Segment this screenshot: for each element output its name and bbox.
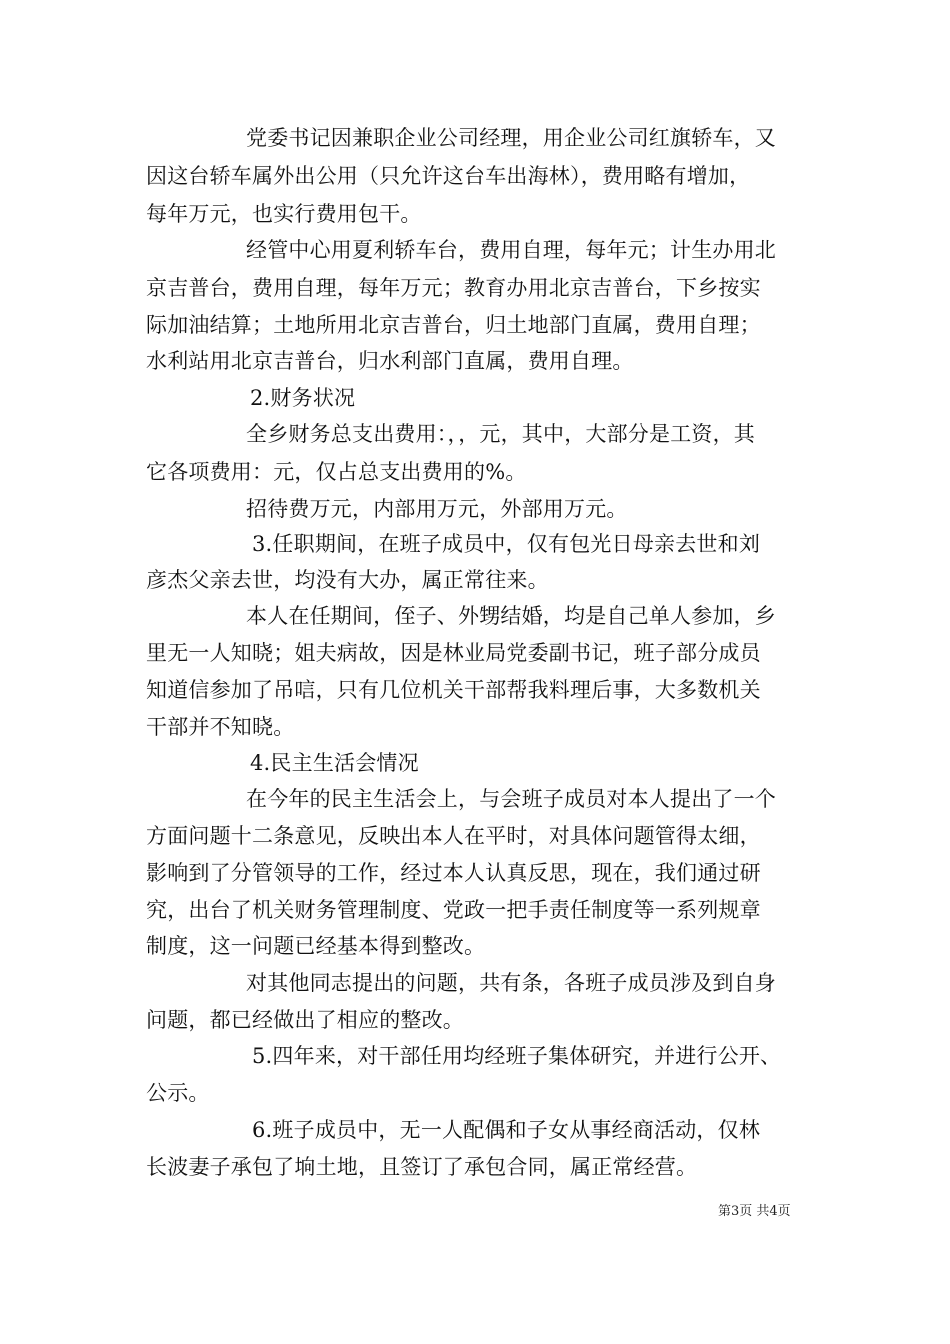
text-line-1: 党委书记因兼职企业公司经理，用企业公司红旗轿车，又 [246, 126, 776, 150]
text-line-3: 每年万元，也实行费用包干。 [146, 202, 422, 226]
section-heading-3: 3.任职期间，在班子成员中，仅有包光日母亲去世和刘 [252, 532, 761, 556]
text-line-14: 本人在任期间，侄子、外甥结婚，均是自己单人参加，乡 [246, 604, 776, 628]
page-number-footer: 第3页 共4页 [718, 1204, 791, 1219]
text-line-22: 究，出台了机关财务管理制度、党政一把手责任制度等一系列规章 [146, 898, 761, 922]
text-line-4: 经管中心用夏利轿车台，费用自理，每年元；计生办用北 [246, 238, 776, 262]
text-line-21: 影响到了分管领导的工作，经过本人认真反思，现在，我们通过研 [146, 861, 761, 885]
text-line-13: 彦杰父亲去世，均没有大办，属正常往来。 [146, 568, 549, 592]
text-line-29: 长波妻子承包了垧土地，且签订了承包合同，属正常经营。 [146, 1155, 698, 1179]
text-line-9: 全乡财务总支出费用：，，元，其中，大部分是工资，其 [246, 422, 755, 446]
text-line-11: 招待费万元，内部用万元，外部用万元。 [246, 497, 628, 521]
text-line-17: 干部并不知晓。 [146, 715, 295, 739]
text-line-19: 在今年的民主生活会上，与会班子成员对本人提出了一个 [246, 787, 776, 811]
text-line-20: 方面问题十二条意见，反映出本人在平时，对具体问题管得太细， [146, 824, 761, 848]
text-line-25: 问题，都已经做出了相应的整改。 [146, 1008, 464, 1032]
section-heading-5: 5.四年来，对干部任用均经班子集体研究，并进行公开、 [252, 1044, 782, 1068]
section-heading-6: 6.班子成员中，无一人配偶和子女从事经商活动，仅林 [252, 1118, 761, 1142]
section-heading-4: 4.民主生活会情况 [250, 751, 419, 775]
text-line-23: 制度，这一问题已经基本得到整改。 [146, 934, 486, 958]
text-line-2: 因这台轿车属外出公用（只允许这台车出海林），费用略有增加， [146, 164, 751, 188]
text-line-6: 际加油结算；土地所用北京吉普台，归土地部门直属，费用自理； [146, 313, 761, 337]
text-line-7: 水利站用北京吉普台，归水利部门直属，费用自理。 [146, 349, 634, 373]
text-line-16: 知道信参加了吊唁，只有几位机关干部帮我料理后事，大多数机关 [146, 678, 761, 702]
text-line-5: 京吉普台，费用自理，每年万元；教育办用北京吉普台，下乡按实 [146, 276, 761, 300]
text-line-15: 里无一人知晓；姐夫病故，因是林业局党委副书记，班子部分成员 [146, 641, 761, 665]
text-line-24: 对其他同志提出的问题，共有条，各班子成员涉及到自身 [246, 971, 776, 995]
section-heading-2: 2.财务状况 [250, 386, 356, 410]
text-line-27: 公示。 [146, 1081, 210, 1105]
text-line-10: 它各项费用：元，仅占总支出费用的%。 [146, 460, 527, 484]
